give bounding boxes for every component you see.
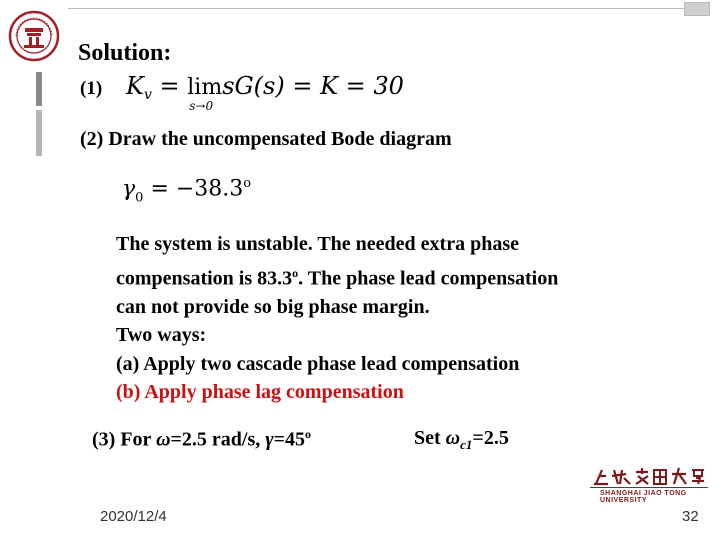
eq-lim-text: lim [187,75,223,100]
gamma-degree: o [243,176,252,191]
eq-equals-1: = [159,72,180,100]
slide-date: 2020/12/4 [100,508,167,525]
step-1-label: (1) [80,78,103,99]
body-line-3: can not provide so big phase margin. [116,295,430,318]
solution-heading: Solution: [78,40,172,66]
set-omega-sub: c1 [460,437,473,452]
body-line-4: Two ways: [116,324,207,347]
omega-symbol: ω [156,428,171,451]
step-3-prefix: (3) For [92,428,157,451]
phase-margin-equation [122,176,251,205]
eq-lhs-sub: v [143,87,152,103]
set-value: =2.5 [472,427,509,449]
step-3-freq: =2.5 rad/s, [170,428,266,451]
slide-page-number: 32 [682,508,699,525]
eq-expr: sG(s) [222,72,285,100]
eq-lim-under: s→0 [189,99,214,113]
university-seal-icon [8,10,60,62]
body-line-2a: compensation is 83.3 [116,267,293,290]
set-omega-symbol: ω [445,427,461,449]
velocity-constant-equation [126,72,404,113]
gamma-symbol-2: γ [265,428,274,451]
university-calligraphy-logo [592,466,708,488]
set-crossover-text [414,427,509,453]
step-2-text: (2) Draw the uncompensated Bode diagram [80,128,452,150]
gamma-symbol: γ [122,176,136,202]
set-label: Set [414,427,446,449]
left-accent-bar-2 [36,110,42,156]
left-accent-bar-1 [36,72,42,106]
eq-rhs: K = 30 [320,72,404,100]
top-corner-box [684,2,710,16]
logo-underline [590,487,708,488]
gamma-sub: 0 [135,190,144,206]
body-line-5: (a) Apply two cascade phase lead compensation [116,352,520,375]
step-3-text [92,427,311,452]
eq-lhs-var: K [126,72,144,100]
body-degree: o [292,265,299,280]
body-line-2 [116,259,558,293]
gamma-value: = −38.3 [150,176,244,202]
body-line-1: The system is unstable. The needed extra phase [116,233,519,255]
top-rule [68,8,708,9]
step-3-margin: =45 [273,428,306,451]
university-english-name: SHANGHAI JIAO TONG UNIVERSITY [600,490,687,504]
eq-equals-2: = [292,72,313,100]
step-3-degree: o [305,427,312,441]
body-line-6-highlight: (b) Apply phase lag compensation [116,381,404,404]
explanation-block [116,230,558,407]
body-line-2b: . The phase lead compensation [298,267,559,290]
set-omega [445,427,473,452]
eq-lim [187,75,223,113]
